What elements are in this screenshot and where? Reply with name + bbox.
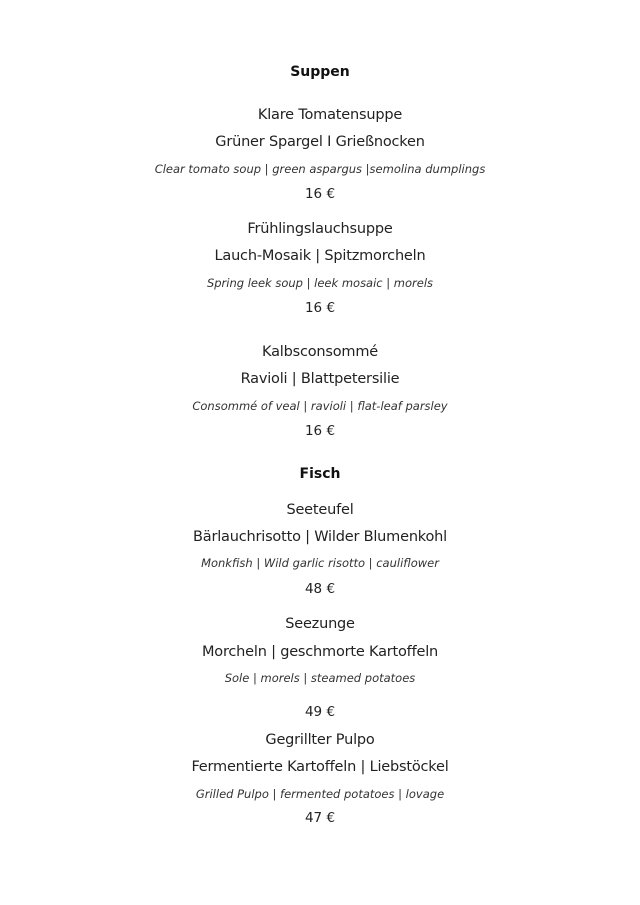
dish-name: Klare Tomatensuppe xyxy=(257,107,403,123)
dish-description: Consommé of veal | ravioli | flat-leaf parsley xyxy=(192,399,448,413)
dish-sides: Lauch-Mosaik | Spitzmorcheln xyxy=(214,248,426,264)
dish-description: Clear tomato soup | green aspargus |semolina dumplings xyxy=(154,162,486,176)
dish-price: 47 € xyxy=(304,810,336,826)
dish-price: 16 € xyxy=(304,423,336,439)
dish-name: Gegrillter Pulpo xyxy=(265,732,375,748)
dish-sides: Ravioli | Blattpetersilie xyxy=(240,371,400,387)
dish-name: Seezunge xyxy=(285,616,355,632)
dish-price: 16 € xyxy=(304,300,336,316)
dish-description: Grilled Pulpo | fermented potatoes | lovage xyxy=(195,787,445,801)
dish-name: Seeteufel xyxy=(286,502,354,518)
dish-description: Sole | morels | steamed potatoes xyxy=(224,671,416,685)
section-heading: Suppen xyxy=(290,64,350,80)
dish-description: Monkfish | Wild garlic risotto | cauliflower xyxy=(201,556,439,570)
dish-price: 16 € xyxy=(304,186,336,202)
section-heading: Fisch xyxy=(299,466,341,482)
dish-price: 48 € xyxy=(304,581,336,597)
dish-name: Kalbsconsommé xyxy=(262,344,378,360)
dish-sides: Grüner Spargel I Grießnocken xyxy=(215,134,425,150)
dish-price: 49 € xyxy=(304,704,336,720)
dish-name: Frühlingslauchsuppe xyxy=(247,221,393,237)
dish-sides: Morcheln | geschmorte Kartoffeln xyxy=(201,644,439,660)
dish-sides: Fermentierte Kartoffeln | Liebstöckel xyxy=(191,759,449,775)
dish-sides: Bärlauchrisotto | Wilder Blumenkohl xyxy=(193,529,447,545)
dish-description: Spring leek soup | leek mosaic | morels xyxy=(206,276,434,290)
